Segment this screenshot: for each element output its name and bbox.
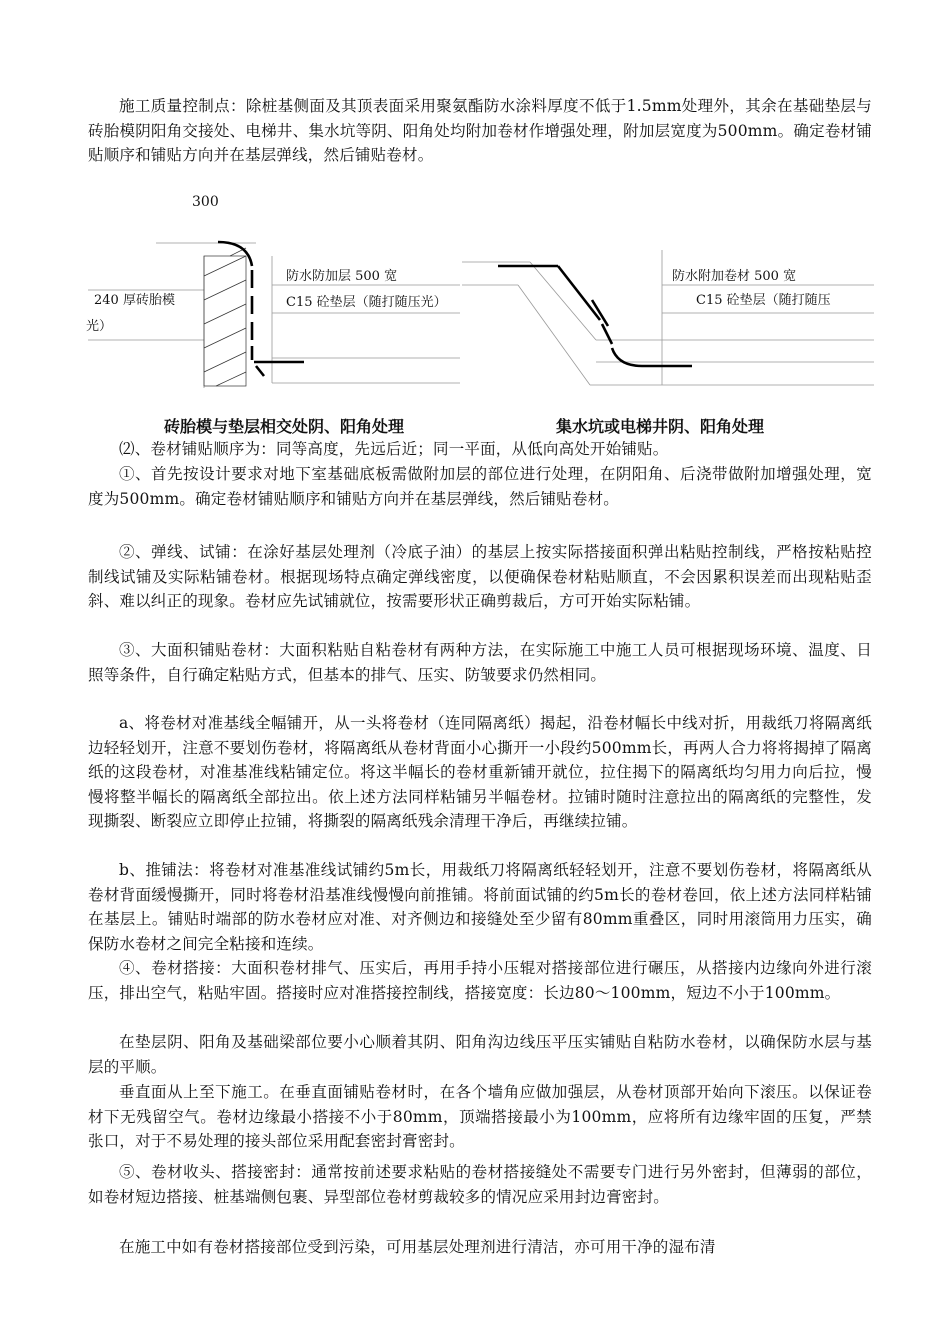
label-brick-mold-cont: 光） [86, 319, 113, 334]
paragraph-quality-control: 施工质量控制点：除桩基侧面及其顶表面采用聚氨酯防水涂料厚度不低于1.5mm处理外，其余在基础垫层与砖胎模阴阳角交接处、电梯井、集水坑等阴、阳角处均附加卷材作增强处理，附加层宽度为500mm。确定卷材铺贴顺序和铺贴方向并在基层弹线，然后铺贴卷材。 [88, 97, 872, 164]
guide-lines [88, 243, 460, 388]
label-c15-cushion: C15 砼垫层（随打随压光） [286, 295, 447, 310]
paragraph-step-2: ②、弹线、试铺：在涂好基层处理剂（冷底子油）的基层上按实际搭接面积弹出粘贴控制线，严格按粘贴控制线试铺及实际粘铺卷材。根据现场特点确定弹线密度，以便确保卷材粘贴顺直，不会因累积误差而出现粘贴歪斜、难以纠正的现象。卷材应先试铺就位，按需要形状正确剪裁后，方可开始实际粘铺。 [88, 543, 872, 610]
label-brick-mold: 240 厚砖胎模 [94, 293, 175, 308]
paragraph-step-3: ③、大面积铺贴卷材：大面积粘贴自粘卷材有两种方法，在实际施工中施工人员可根据现场环境、温度、日照等条件，自行确定粘贴方式，但基本的排气、压实、防皱要求仍然相同。 [88, 641, 872, 684]
dimension-300-label: 300 [192, 194, 219, 210]
figure-sump-pit-corner [462, 240, 874, 400]
caption-left-figure: 砖胎模与垫层相交处阴、阳角处理 [164, 417, 405, 436]
paragraph-step-4: ④、卷材搭接：大面积卷材排气、压实后，再用手持小压辊对搭接部位进行碾压，从搭接内边缘向外进行滚压，排出空气，粘贴牢固。搭接时应对准搭接控制线，搭接宽度：长边80～100mm，短边不小于100mm。 [88, 959, 872, 1002]
label-waterproof-add-membrane: 防水附加卷材 500 宽 [672, 269, 797, 284]
label-waterproof-add-layer: 防水防加层 500 宽 [286, 269, 398, 284]
paragraph-method-b: b、推铺法：将卷材对准基准线试铺约5m长，用裁纸刀将隔离纸轻轻划开，注意不要划伤卷材，将隔离纸从卷材背面缓慢撕开，同时将卷材沿基准线慢慢向前推铺。将前面试铺的约5m长的卷材卷回，依上述方法同样粘铺在基层上。铺贴时端部的防水卷材应对准、对齐侧边和接缝处至少留有80mm重叠区，同时用滚筒用力压实，确保防水卷材之间完全粘接和连续。 [88, 861, 872, 953]
paragraph-step-5: ⑤、卷材收头、搭接密封：通常按前述要求粘贴的卷材搭接缝处不需要专门进行另外密封，但薄弱的部位，如卷材短边搭接、桩基端侧包裹、异型部位卷材剪裁较多的情况应采用封边膏密封。 [88, 1163, 872, 1206]
figure-brick-mold-corner [80, 188, 460, 403]
paragraph-laying-order: ⑵、卷材铺贴顺序为：同等高度，先远后近；同一平面，从低向高处开始铺贴。 [119, 440, 669, 458]
membrane-line [498, 266, 692, 366]
paragraph-vertical-laying: 垂直面从上至下施工。在垂直面铺贴卷材时，在各个墙角应做加强层，从卷材顶部开始向下滚压。以保证卷材下无残留空气。卷材边缘最小搭接不小于80mm，顶端搭接最小为100mm，应将所有边缘牢固的压复，严禁张口，对于不易处理的接头部位采用配套密封膏密封。 [88, 1083, 872, 1150]
paragraph-step-1: ①、首先按设计要求对地下室基础底板需做附加层的部位进行处理，在阴阳角、后浇带做附加增强处理，宽度为500mm。确定卷材铺贴顺序和铺贴方向并在基层弹线，然后铺贴卷材。 [88, 465, 872, 508]
caption-right-figure: 集水坑或电梯井阴、阳角处理 [556, 417, 765, 436]
paragraph-corner-laying: 在垫层阴、阳角及基础梁部位要小心顺着其阴、阳角沟边线压平压实铺贴自粘防水卷材，以确保防水层与基层的平顺。 [88, 1033, 872, 1076]
paragraph-cleaning: 在施工中如有卷材搭接部位受到污染，可用基层处理剂进行清洁，亦可用干净的湿布清 [119, 1238, 716, 1256]
paragraph-method-a: a、将卷材对准基线全幅铺开，从一头将卷材（连同隔离纸）揭起，沿卷材幅长中线对折，用裁纸刀将隔离纸边轻轻划开，注意不要划伤卷材，将隔离纸从卷材背面小心撕开一小段约500mm长，再两人合力将将揭掉了隔离纸的这段卷材，对准基准线粘铺定位。将这半幅长的卷材重新铺开就位，拉住揭下的隔离纸均匀用力向后拉，慢慢将整半幅长的隔离纸全部拉出。依上述方法同样粘铺另半幅卷材。拉铺时随时注意拉出的隔离纸的完整性，发现撕裂、断裂应立即停止拉铺，将撕裂的隔离纸残余清理干净后，再继续拉铺。 [88, 714, 872, 830]
label-c15-cushion: C15 砼垫层（随打随压 [696, 293, 831, 308]
brick-mold-hatch [204, 248, 246, 386]
